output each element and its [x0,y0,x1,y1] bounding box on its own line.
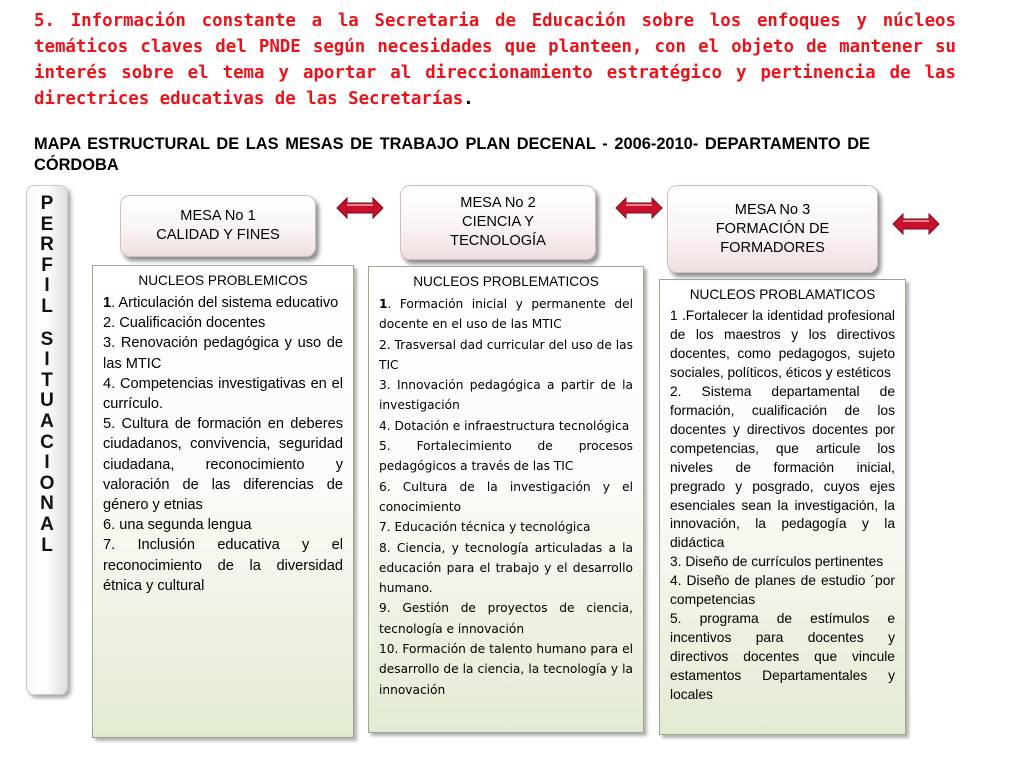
mesa-2-number: MESA No 2 [460,195,536,211]
list-item: 2. Trasversal dad curricular del uso de las TIC [379,337,633,372]
list-item: 1. Articulación del sistema educativo [103,295,339,311]
mesa-3-box [667,185,878,273]
situacional-letter: A [40,513,54,535]
mesa-3-name-line1: FORMACIÓN DE [715,220,830,237]
list-item: 8. Ciencia, y tecnología articuladas a la educación para el trabajo y el desarrollo humano. [379,540,633,596]
list-item: 2. Cualificación docentes [103,315,266,332]
intro-paragraph [34,8,956,112]
list-item: 7. Educación técnica y tecnológica [379,520,591,535]
panel-header: NUCLEOS PROBLAMATICOS [689,287,876,302]
list-item: 3. Innovación pedagógica a partir de la investigación [379,378,633,413]
situacional-letter: A [40,410,54,432]
nucleos-panel-mesa-2 [368,266,644,733]
double-arrow-icon [615,197,663,219]
perfil-situacional-box [26,185,68,695]
situacional-letter: N [40,493,54,515]
panel-header: NUCLEOS PROBLEMATICOS [413,274,599,289]
panel-header: NUCLEOS PROBLEMICOS [138,273,308,288]
double-arrow-icon [892,213,940,235]
list-item: 3. Diseño de currículos pertinentes [670,554,884,570]
list-item: 1. Formación inicial y permanente del docente en el uso de las MTIC [379,297,633,332]
list-item: 6. una segunda lengua [103,517,252,534]
intro-text: 5. Información constante a la Secretaria de Educación sobre los enfoques y núcleos temáticos claves del PNDE según necesidades que planteen, con el objeto de mantener su interés sobre el tema y aportar al direccionamiento estratégico y pertinencia de las directrices educativas de las Secretarías [34,11,956,109]
list-item: 5. programa de estímulos e incentivos para docentes y directivos docentes que vincule estamentos Departamentales y locales [670,611,895,703]
list-item: 10. Formación de talento humano para el desarrollo de la ciencia, la tecnología y la innovación [379,642,633,697]
list-item: 7. Inclusión educativa y el reconocimiento de la diversidad étnica y cultural [103,537,343,594]
situacional-letter: I [44,349,50,371]
double-arrow-icon [336,197,384,219]
page-title: MAPA ESTRUCTURAL DE LAS MESAS DE TRABAJO PLAN DECENAL - 2006-2010- DEPARTAMENTO DE CÓRDOBA [34,135,870,174]
perfil-letter: P [40,193,54,214]
situacional-letter: L [41,534,53,556]
list-item: 4. Diseño de planes de estudio ´por competencias [670,573,895,608]
nucleos-panel-mesa-3 [659,279,906,735]
mesa-3-name-line2: FORMADORES [720,239,825,256]
mesa-1-number: MESA No 1 [180,208,256,224]
list-item: 5. Cultura de formación en deberes ciudadanos, convivencia, seguridad ciudadana, reconocimiento y valoración de las diferencias de género y etnias [103,416,343,514]
list-item: 1 .Fortalecer la identidad profesional de los maestros y los directivos docentes, como pedagogos, sujeto sociales, políticos, éticos y estéticos [670,308,895,380]
list-item: 4. Dotación e infraestructura tecnológica [379,418,630,433]
situacional-letter: O [39,472,55,494]
list-item: 2. Sistema departamental de formación, cualificación de los docentes y directivos docentes por competencias, que articule los niveles de formación inicial, pregrado y posgrado, cuyos ejes esenciales sean la investigación, la innovación, la pedagogía y la didáctica [670,383,895,551]
perfil-letter: R [40,234,54,256]
intro-period: . [463,89,474,109]
mesa-1-box [120,195,316,257]
situacional-letter: T [41,369,53,391]
mesa-3-number: MESA No 3 [734,201,811,218]
perfil-letter: I [44,275,50,297]
situacional-letter: I [44,452,50,474]
perfil-letter: L [41,295,53,317]
nucleos-panel-mesa-1 [92,265,354,738]
list-item: 6. Cultura de la investigación y el conocimiento [379,479,633,514]
list-item: 9. Gestión de proyectos de ciencia, tecnología e innovación [379,601,633,636]
mesa-1-name: CALIDAD Y FINES [156,227,280,243]
perfil-letter: F [41,254,53,276]
mesa-2-name-line1: CIENCIA Y [462,214,534,230]
perfil-letter: E [40,213,54,235]
situacional-letter: U [40,390,54,412]
mesa-2-box [400,185,596,260]
situacional-letter: C [40,431,54,453]
list-item: 5. Fortalecimiento de procesos pedagógicos a través de las TIC [379,439,633,474]
mesa-2-name-line2: TECNOLOGÍA [450,233,546,249]
list-item: 4. Competencias investigativas en el currículo. [103,375,343,413]
list-item: 3. Renovación pedagógica y uso de las MTIC [103,335,343,372]
situacional-letter: S [40,328,54,350]
